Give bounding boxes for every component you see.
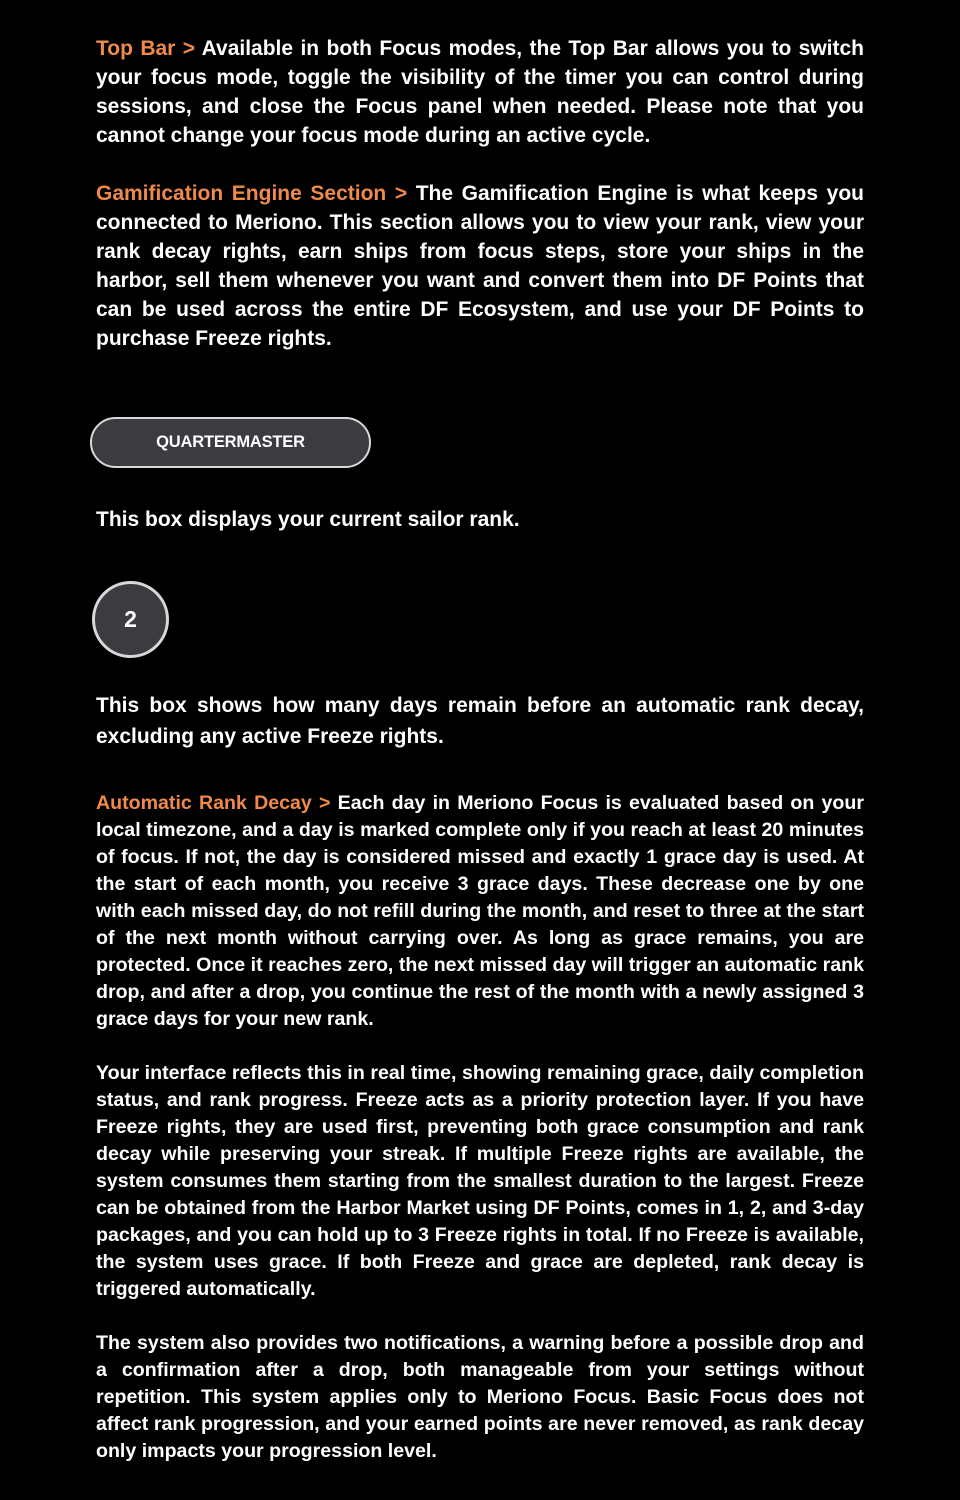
rank-badge [90,417,371,468]
gamification-paragraph [96,179,864,353]
rank-decay-heading: Automatic Rank Decay > [96,792,331,814]
top-bar-heading: Top Bar > [96,37,195,60]
interface-paragraph: Your interface reflects this in real time, showing remaining grace, daily completion status, and rank progress. Freeze acts as a priority protection layer. If you have Freeze rights, they are used first, preventing both grace consumption and rank decay while preserving your streak. If multiple Freeze rights are available, the system consumes them starting from the smallest duration to the largest. Freeze can be obtained from the Harbor Market using DF Points, comes in 1, 2, and 3-day packages, and you can hold up to 3 Freeze rights in total. If no Freeze is available, the system uses grace. If both Freeze and grace are depleted, rank decay is triggered automatically. [96,1062,864,1300]
rank-badge-label: QUARTERMASTER [156,433,305,451]
decay-box-caption: This box shows how many days remain before an automatic rank decay, excluding any active Freeze rights. [96,694,864,748]
gamification-text: The Gamification Engine is what keeps you connected to Meriono. This section allows you to view your rank, view your rank decay rights, earn ships from focus steps, store your ships in the harbor, sell them whenever you want and convert them into DF Points that can be used across the entire DF Ecosystem, and use your DF Points to purchase Freeze rights. [96,182,864,350]
top-bar-paragraph [96,34,864,150]
rank-decay-text: Each day in Meriono Focus is evaluated based on your local timezone, and a day is marked complete only if you reach at least 20 minutes of focus. If not, the day is considered missed and exactly 1 grace day is used. At the start of each month, you receive 3 grace days. These decrease one by one with each missed day, do not refill during the month, and reset to three at the start of the next month without carrying over. As long as grace remains, you are protected. Once it reaches zero, the next missed day will trigger an automatic rank drop, and after a drop, you continue the rest of the month with a newly assigned 3 grace days for your new rank. [96,792,864,1030]
gamification-heading: Gamification Engine Section > [96,182,408,205]
notifications-paragraph: The system also provides two notifications, a warning before a possible drop and a confirmation after a drop, both manageable from your settings without repetition. This system applies only to Meriono Focus. Basic Focus does not affect rank progression, and your earned points are never removed, as rank decay only impacts your progression level. [96,1332,864,1462]
decay-days-value: 2 [124,606,137,632]
rank-decay-paragraph [96,790,864,1033]
rank-box-caption: This box displays your current sailor rank. [96,508,520,531]
decay-days-badge [92,581,169,658]
top-bar-text: Available in both Focus modes, the Top Bar allows you to switch your focus mode, toggle the visibility of the timer you can control during sessions, and close the Focus panel when needed. Please note that you cannot change your focus mode during an active cycle. [96,37,865,147]
